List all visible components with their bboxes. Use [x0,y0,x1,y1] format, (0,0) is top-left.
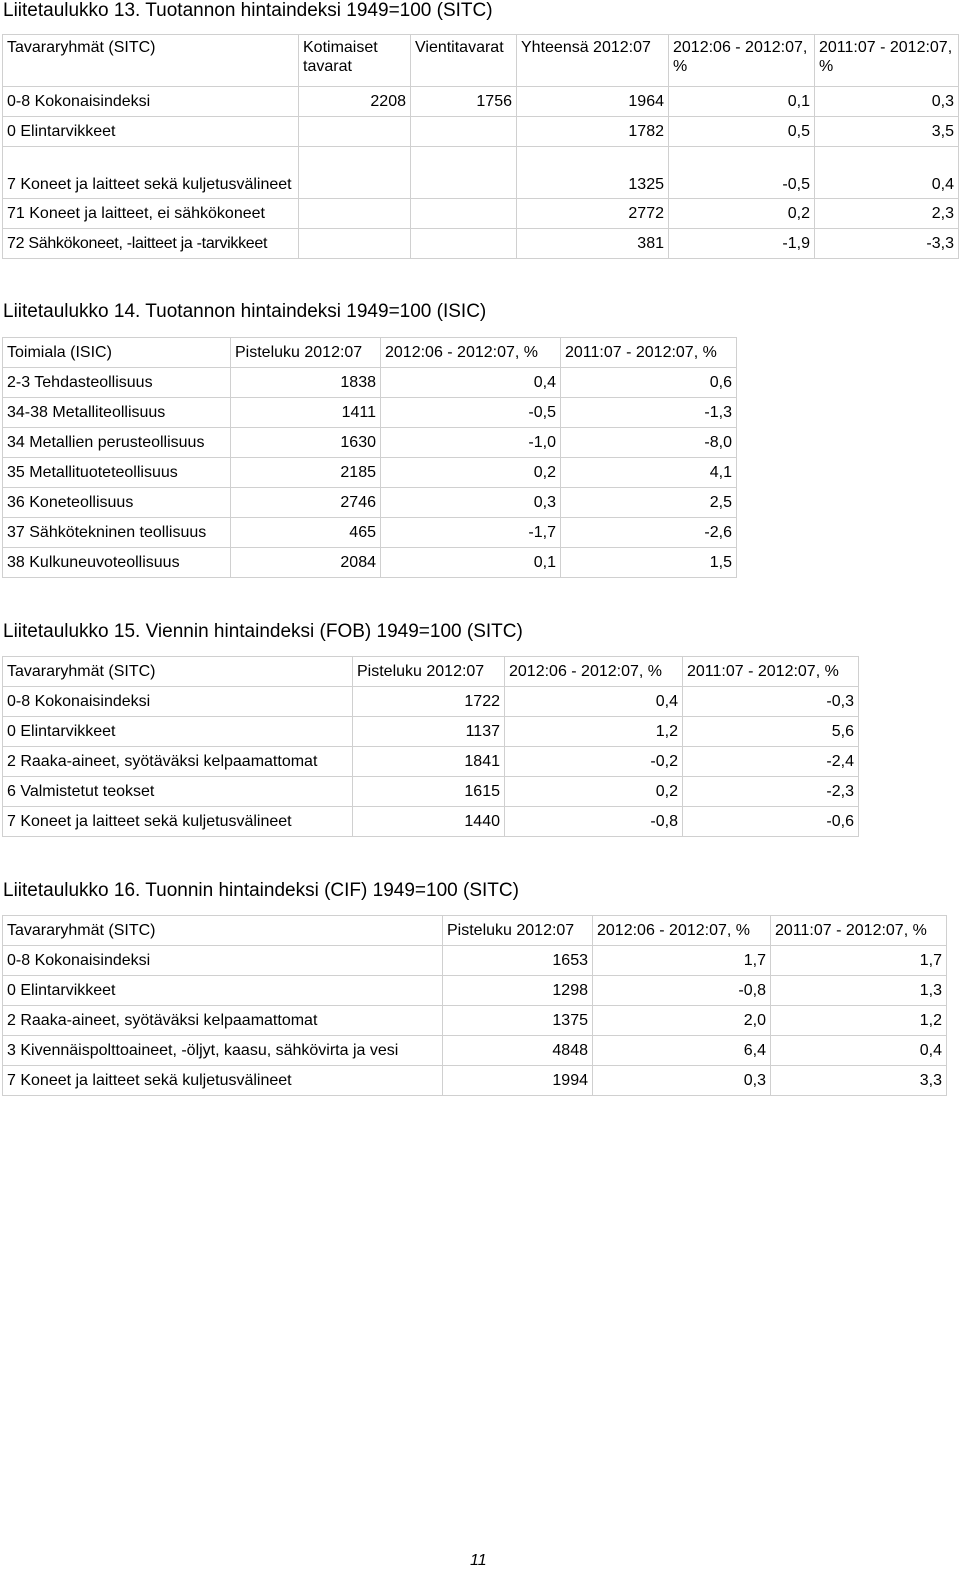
table13-cell: 1964 [517,87,669,117]
table14-cell: -8,0 [561,428,737,458]
table16-cell: 3,3 [771,1066,947,1096]
table13-cell [299,229,411,259]
table14-cell: -1,3 [561,398,737,428]
table13-title: Liitetaulukko 13. Tuotannon hintaindeksi 1949=100 (SITC) [3,0,493,21]
table15-header-cell: Tavararyhmät (SITC) [3,657,353,687]
table16-cell: 0-8 Kokonaisindeksi [3,946,443,976]
table-row [3,687,859,717]
table15-header-cell: Pisteluku 2012:07 [353,657,505,687]
table14-cell: 2185 [231,458,381,488]
table-row [3,488,737,518]
table13-cell: 0,3 [815,87,959,117]
table14-cell: 0,2 [381,458,561,488]
table14-cell: 34 Metallien perusteollisuus [3,428,231,458]
table14-cell: -2,6 [561,518,737,548]
table14-cell: 35 Metallituoteteollisuus [3,458,231,488]
table13-header-cell: Vientitavarat [411,35,517,87]
table13-cell: 0,1 [669,87,815,117]
table15-cell: 7 Koneet ja laitteet sekä kuljetusvälineet [3,807,353,837]
table13-cell: -0,5 [669,147,815,199]
table15-cell: -2,4 [683,747,859,777]
table13-cell [411,199,517,229]
table-row [3,717,859,747]
table15-header-cell: 2012:06 - 2012:07, % [505,657,683,687]
table-row [3,368,737,398]
table16-cell: 1,2 [771,1006,947,1036]
table16-cell: 3 Kivennäispolttoaineet, -öljyt, kaasu, sähkövirta ja vesi [3,1036,443,1066]
table-row [3,747,859,777]
table-row [3,458,737,488]
table13-cell: 0,5 [669,117,815,147]
table15-cell: -0,3 [683,687,859,717]
table14-cell: -1,0 [381,428,561,458]
table13-cell [411,117,517,147]
table14-cell: 1630 [231,428,381,458]
table14-header-cell: 2011:07 - 2012:07, % [561,338,737,368]
table15-cell: 1722 [353,687,505,717]
table16-header-row [3,916,947,946]
table13-cell: 1325 [517,147,669,199]
table16-cell: 7 Koneet ja laitteet sekä kuljetusvälineet [3,1066,443,1096]
table-row [3,518,737,548]
table16-cell: -0,8 [593,976,771,1006]
table14-header-cell: Pisteluku 2012:07 [231,338,381,368]
table16-cell: 0,3 [593,1066,771,1096]
table15-cell: 0,2 [505,777,683,807]
table13-cell: 0,2 [669,199,815,229]
table-row [3,1066,947,1096]
table16-header-cell: Tavararyhmät (SITC) [3,916,443,946]
table13 [2,34,959,259]
table-row [3,1006,947,1036]
table-row [3,807,859,837]
table15-cell: 0 Elintarvikkeet [3,717,353,747]
table16-cell: 4848 [443,1036,593,1066]
table16-header-cell: Pisteluku 2012:07 [443,916,593,946]
table15-cell: 0,4 [505,687,683,717]
table14-cell: 2084 [231,548,381,578]
table15-cell: 0-8 Kokonaisindeksi [3,687,353,717]
table14-cell: 36 Koneteollisuus [3,488,231,518]
table13-cell [411,147,517,199]
table-row [3,199,959,229]
table13-cell [299,117,411,147]
table13-header-cell: Tavararyhmät (SITC) [3,35,299,87]
table15-cell: 1440 [353,807,505,837]
table13-cell [411,229,517,259]
table15-cell: -0,8 [505,807,683,837]
table13-cell: 1756 [411,87,517,117]
table16-cell: 6,4 [593,1036,771,1066]
table13-cell: 3,5 [815,117,959,147]
table15-cell: 2 Raaka-aineet, syötäväksi kelpaamattomat [3,747,353,777]
table13-header-cell: Yhteensä 2012:07 [517,35,669,87]
table13-cell: 7 Koneet ja laitteet sekä kuljetusvälineet [3,147,299,199]
table15-cell: -0,2 [505,747,683,777]
table14-header-cell: 2012:06 - 2012:07, % [381,338,561,368]
table13-cell: -3,3 [815,229,959,259]
table16-cell: 1,7 [593,946,771,976]
table15-cell: 6 Valmistetut teokset [3,777,353,807]
table15-cell: -0,6 [683,807,859,837]
table-row [3,147,959,199]
table15-header-cell: 2011:07 - 2012:07, % [683,657,859,687]
table-row [3,87,959,117]
table-row [3,117,959,147]
table14-cell: 0,3 [381,488,561,518]
table15-cell: 5,6 [683,717,859,747]
table14-title: Liitetaulukko 14. Tuotannon hintaindeksi 1949=100 (ISIC) [3,301,487,322]
table16-cell: 0,4 [771,1036,947,1066]
table13-header-row [3,35,959,87]
table13-header-cell: Kotimaiset tavarat [299,35,411,87]
table13-cell: 0,4 [815,147,959,199]
table13-header-cell: 2011:07 - 2012:07, % [815,35,959,87]
table13-cell: 2772 [517,199,669,229]
table15-cell: 1137 [353,717,505,747]
table16-title: Liitetaulukko 16. Tuonnin hintaindeksi (CIF) 1949=100 (SITC) [3,880,519,901]
table14-cell: 37 Sähkötekninen teollisuus [3,518,231,548]
table-row [3,946,947,976]
table14-cell: -1,7 [381,518,561,548]
table14-cell: 1838 [231,368,381,398]
table13-cell: 72 Sähkökoneet, -laitteet ja -tarvikkeet [3,229,299,259]
page-number: 11 [470,1552,487,1569]
table16-cell: 1,3 [771,976,947,1006]
table16-cell: 1653 [443,946,593,976]
table15-header-row [3,657,859,687]
table13-cell [299,147,411,199]
table-row [3,229,959,259]
table14-cell: 34-38 Metalliteollisuus [3,398,231,428]
table16-cell: 0 Elintarvikkeet [3,976,443,1006]
table14-cell: 1411 [231,398,381,428]
table14-cell: 0,6 [561,368,737,398]
table13-header-cell: 2012:06 - 2012:07, % [669,35,815,87]
table15 [2,656,859,837]
table15-cell: 1615 [353,777,505,807]
table16-cell: 1298 [443,976,593,1006]
table-row [3,777,859,807]
table-row [3,398,737,428]
table13-cell: 0 Elintarvikkeet [3,117,299,147]
table-row [3,976,947,1006]
table13-cell: 2,3 [815,199,959,229]
table15-cell: 1841 [353,747,505,777]
table13-cell: 1782 [517,117,669,147]
table14-header-cell: Toimiala (ISIC) [3,338,231,368]
table16-cell: 2 Raaka-aineet, syötäväksi kelpaamattomat [3,1006,443,1036]
table13-cell: 71 Koneet ja laitteet, ei sähkökoneet [3,199,299,229]
table13-cell [299,199,411,229]
table16-cell: 1375 [443,1006,593,1036]
table14 [2,337,737,578]
table14-cell: 2746 [231,488,381,518]
table14-cell: 4,1 [561,458,737,488]
table16-cell: 1,7 [771,946,947,976]
table13-cell: 381 [517,229,669,259]
table16-header-cell: 2011:07 - 2012:07, % [771,916,947,946]
table15-title: Liitetaulukko 15. Viennin hintaindeksi (FOB) 1949=100 (SITC) [3,621,523,642]
table16-cell: 2,0 [593,1006,771,1036]
table15-cell: -2,3 [683,777,859,807]
table-row [3,428,737,458]
table16 [2,915,947,1096]
table14-cell: 0,4 [381,368,561,398]
table16-cell: 1994 [443,1066,593,1096]
table14-header-row [3,338,737,368]
table14-cell: 2,5 [561,488,737,518]
table-row [3,548,737,578]
table15-cell: 1,2 [505,717,683,747]
table13-cell: -1,9 [669,229,815,259]
table14-cell: 38 Kulkuneuvoteollisuus [3,548,231,578]
table16-header-cell: 2012:06 - 2012:07, % [593,916,771,946]
table-row [3,1036,947,1066]
table14-cell: 0,1 [381,548,561,578]
table14-cell: -0,5 [381,398,561,428]
table14-cell: 465 [231,518,381,548]
table14-cell: 1,5 [561,548,737,578]
table13-cell: 2208 [299,87,411,117]
table13-cell: 0-8 Kokonaisindeksi [3,87,299,117]
table14-cell: 2-3 Tehdasteollisuus [3,368,231,398]
